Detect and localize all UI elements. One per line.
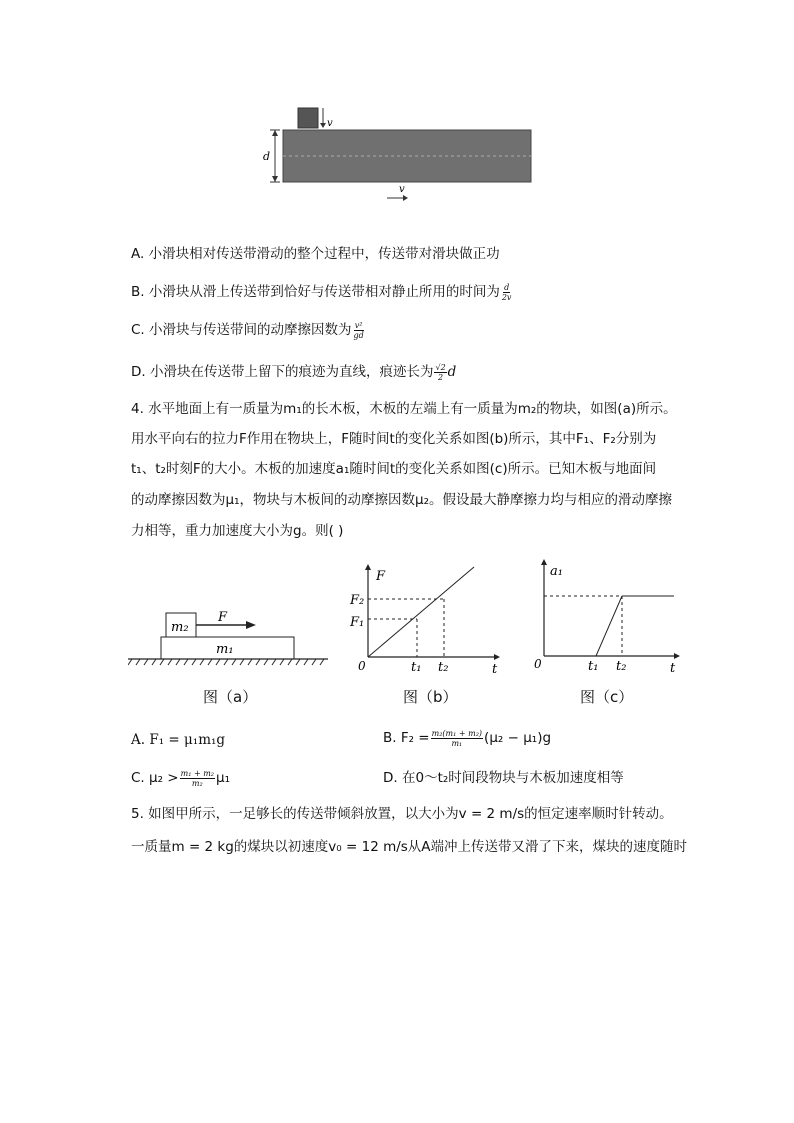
svg-text:t₁: t₁: [588, 659, 599, 674]
d-label: d: [263, 150, 271, 163]
q3-option-a: A. 小滑块相对传送带滑动的整个过程中，传送带对滑块做正功: [131, 246, 500, 262]
q4-option-d: D. 在0～t₂时间段物块与木板加速度相等: [383, 770, 624, 786]
caption-a: 图（a）: [203, 688, 258, 706]
figure-c: [530, 555, 690, 680]
caption-c: 图（c）: [580, 688, 634, 706]
v-block-label: v: [327, 118, 333, 129]
block: [298, 108, 318, 128]
v-belt-label: v: [399, 184, 405, 195]
svg-text:F₁: F₁: [350, 615, 365, 630]
svg-text:t₁: t₁: [411, 660, 422, 675]
q4-option-b: B. F₂ = $\frac{\text{m₂(m₁ + m₂)}}{\text{m₁}}$ (μ₂ − μ₁)g: [383, 728, 552, 748]
figure-a: [128, 605, 328, 675]
q4-line-1: 4. 水平地面上有一质量为m₁的长木板，木板的左端上有一质量为m₂的物块，如图(a)所示。: [131, 401, 677, 417]
q4-line-5: 力相等，重力加速度大小为g。则( ): [131, 523, 344, 539]
svg-text:0: 0: [534, 657, 542, 671]
q5-line-1: 5. 如图甲所示，一足够长的传送带倾斜放置，以大小为v = 2 m/s的恒定速率顺时针转动。: [131, 806, 673, 822]
svg-text:a₁: a₁: [550, 564, 563, 579]
figure-b: [340, 560, 510, 680]
q4-line-2: 用水平向右的拉力F作用在物块上，F随时间t的变化关系如图(b)所示，其中F₁、F₂分别为: [131, 431, 657, 447]
q3-option-c: C. 小滑块与传送带间的动摩擦因数为 $\frac{\text{v²}}{gd}$: [131, 320, 364, 340]
svg-text:F: F: [218, 610, 228, 625]
q3-option-b: B. 小滑块从滑上传送带到恰好与传送带相对静止所用的时间为 $\frac{d}{2v}$: [131, 282, 512, 302]
q4-line-3: t₁、t₂时刻F的大小。木板的加速度a₁随时间t的变化关系如图(c)所示。已知木板与地面间: [131, 461, 657, 477]
svg-text:m₂: m₂: [171, 620, 189, 635]
svg-text:0: 0: [358, 659, 366, 673]
q4-option-c: C. μ₂ > $\frac{\text{m₁ + m₂}}{\text{m₂}}$ μ₁: [131, 768, 231, 788]
svg-text:F: F: [376, 569, 386, 584]
q4-line-4: 的动摩擦因数为μ₁，物块与木板间的动摩擦因数μ₂。假设最大静摩擦力均与相应的滑动摩擦: [131, 492, 673, 508]
svg-text:m₁: m₁: [216, 642, 234, 657]
caption-b: 图（b）: [403, 688, 458, 706]
svg-text:t₂: t₂: [438, 660, 449, 675]
q3-option-d: D. 小滑块在传送带上留下的痕迹为直线，痕迹长为 $\frac{√2}{2}$ d: [131, 362, 457, 382]
svg-text:F₂: F₂: [350, 593, 365, 608]
q4-option-a: A. F₁ = μ₁m₁g: [131, 732, 226, 748]
q5-line-2: 一质量m = 2 kg的煤块以初速度v₀ = 12 m/s从A端冲上传送带又滑了下来，煤块的速度随时: [131, 839, 688, 855]
svg-text:t: t: [670, 661, 676, 676]
svg-text:t: t: [492, 662, 498, 677]
svg-text:t₂: t₂: [616, 659, 627, 674]
conveyor-figure: [255, 100, 545, 210]
